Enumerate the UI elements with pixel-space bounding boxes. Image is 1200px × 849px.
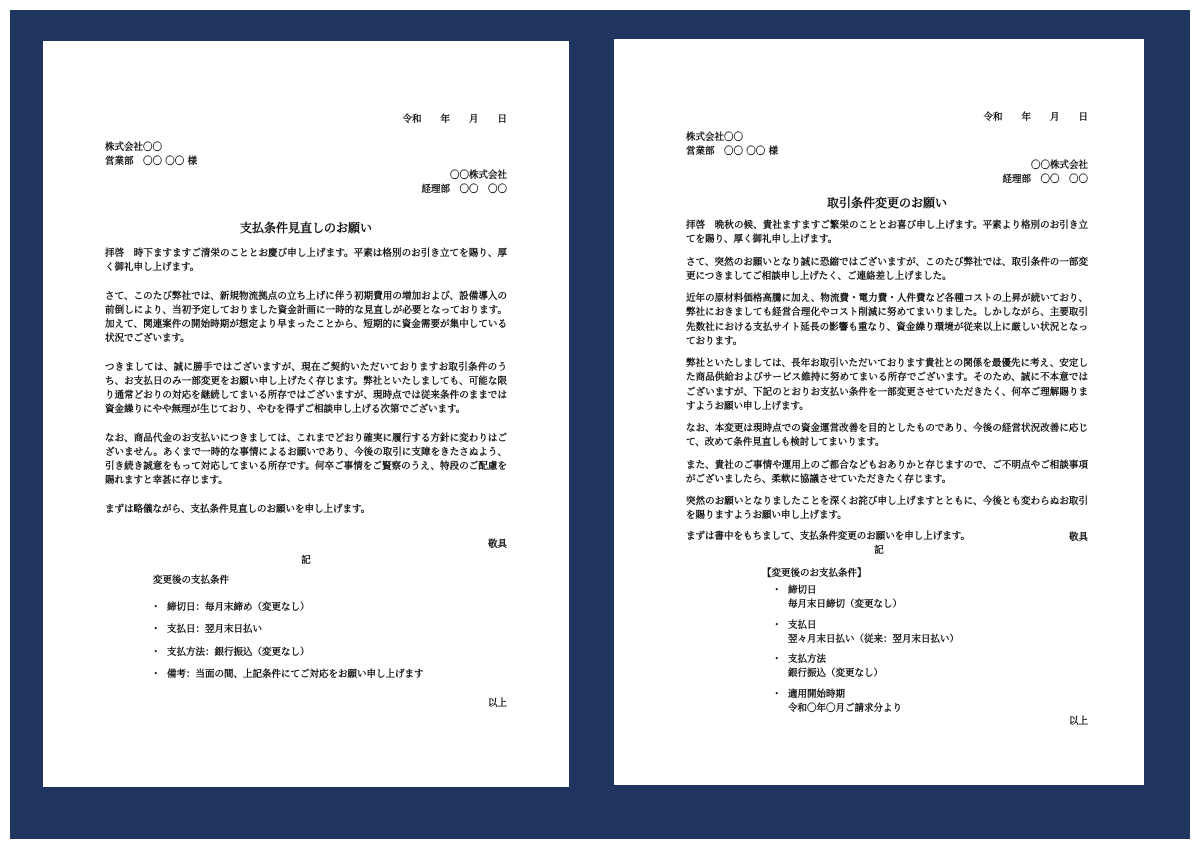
paragraph: まずは書中をもちまして、支払条件変更のお願いを申し上げます。 xyxy=(686,530,971,542)
closing: 敬具 xyxy=(1068,532,1088,543)
paragraph: まずは略儀ながら、支払条件見直しのお願いを申し上げます。 xyxy=(105,503,371,515)
page-title: 取引条件変更のお願い xyxy=(826,196,947,210)
list-item: ・ 支払方法：銀行振込（変更なし） xyxy=(167,646,424,660)
list-item: ・ 支払日：翌月末日払い xyxy=(167,623,424,637)
condition-label: ・ 適用開始時期 xyxy=(788,688,846,700)
list-item xyxy=(788,653,959,682)
paragraph: また、貴社のご事情や運用上のご都合などもおありかと存じますので、ご不明点やご相談事項がございましたら、柔軟に協議させていただきたく存じます。 xyxy=(686,459,1088,485)
paragraph: 拝啓 時下ますますご清栄のこととお慶び申し上げます。平素は格別のお引き立てを賜り、厚く御礼申し上げます。 xyxy=(105,248,507,274)
conditions-heading: 【変更後のお支払条件】 xyxy=(762,568,867,579)
conditions-heading: 変更後の支払条件 xyxy=(153,575,230,586)
document-page-left xyxy=(43,41,569,787)
condition-label: ・ 締切日 xyxy=(788,585,817,596)
condition-label: ・ 支払日 xyxy=(788,619,817,631)
condition-value: 毎月末日締切（変更なし） xyxy=(788,599,903,611)
paragraph: 弊社といたしましては、長年お取引いただいております貴社との関係を最優先に考え、安定した商品供給およびサービス維持に努めてまいる所存でございます。そのため、誠に不本意ではございますが、下記のとおりお支払い条件を一部変更させていただきたく、何卒ご理解賜りますようお願い申し上げます。 xyxy=(686,358,1088,412)
sender-company: 〇〇株式会社 xyxy=(449,170,507,181)
page-title: 支払条件見直しのお願い xyxy=(239,221,372,235)
paragraph: さて、このたび弊社では、新規物流拠点の立ち上げに伴う初期費用の増加および、設備導入の前倒しにより、当初予定しておりました資金計画に一時的な見直しが必要となっております。加えて、関連案件の開始時期が想定より早まったことから、短期的に資金需要が集中している状況でございます。 xyxy=(105,290,507,345)
paragraph: 突然のお願いとなりましたことを深くお詫び申し上げますとともに、今後とも変わらぬお取引を賜りますようお願い申し上げます。 xyxy=(686,496,1088,522)
recipient-company: 株式会社〇〇 xyxy=(105,142,163,153)
paragraph: 拝啓 晩秋の候、貴社ますますご繁栄のこととお喜び申し上げます。平素より格別のお引き立てを賜り、厚く御礼申し上げます。 xyxy=(686,220,1088,246)
list-item xyxy=(788,619,959,648)
paragraph: つきましては、誠に勝手ではございますが、現在ご契約いただいておりますお取引条件のうち、お支払日のみ一部変更をお願い申し上げたく存じます。弊社といたしましても、可能な限り通常どおりの対応を継続してまいる所存ではございますが、現時点では従来条件のままでは資金繰りにやや無理が生じており、やむを得ずご相談申し上げる次第でございます。 xyxy=(105,361,507,416)
recipient-person: 営業部 〇〇 〇〇 様 xyxy=(686,146,779,158)
sender-person: 経理部 〇〇 〇〇 xyxy=(1002,174,1088,186)
list-item xyxy=(788,584,959,613)
ki-heading: 記 xyxy=(301,555,311,566)
end-mark: 以上 xyxy=(1068,716,1088,727)
list-item: ・ 締切日：毎月末締め（変更なし） xyxy=(167,601,424,615)
list-item: ・ 備考：当面の間、上記条件にてご対応をお願い申し上げます xyxy=(167,668,424,682)
conditions-list xyxy=(788,584,959,716)
condition-value: 銀行振込（変更なし） xyxy=(788,668,884,680)
ki-heading: 記 xyxy=(874,545,884,556)
recipient-person: 営業部 〇〇 〇〇 様 xyxy=(105,156,198,168)
paragraph: なお、本変更は現時点での資金運営改善を目的としたものであり、今後の経営状況改善に応じて、改めて条件見直しも検討してまいります。 xyxy=(686,423,1088,449)
condition-value: 令和〇年〇月ご請求分より xyxy=(788,702,903,714)
conditions-list xyxy=(167,601,424,682)
list-item xyxy=(788,688,959,717)
document-page-right xyxy=(614,39,1144,785)
closing: 敬具 xyxy=(487,539,507,550)
paragraph: 近年の原材料価格高騰に加え、物流費・電力費・人件費など各種コストの上昇が続いており、弊社におきましても経営合理化やコスト削減に努めてまいりました。しかしながら、主要取引先数社における支払サイト延長の影響も重なり、資金繰り環境が従来以上に厳しい状況となっております。 xyxy=(686,293,1088,347)
condition-label: ・ 支払方法 xyxy=(788,654,827,665)
sender-person: 経理部 〇〇 〇〇 xyxy=(421,184,507,196)
paragraph: さて、突然のお願いとなり誠に恐縮ではございますが、このたび弊社では、取引条件の一部変更につきましてご相談申し上げたく、ご連絡差し上げました。 xyxy=(686,256,1088,282)
sender-company: 〇〇株式会社 xyxy=(1030,160,1088,171)
paragraph: なお、商品代金のお支払いにつきましては、これまでどおり確実に履行する方針に変わりはございません。あくまで一時的な事情によるお願いであり、今後の取引に支障をきたさぬよう、引き続き誠意をもって対応してまいる所存です。何卒ご事情をご賢察のうえ、特段のご配慮を賜れますと幸甚に存じます。 xyxy=(105,432,507,487)
end-mark: 以上 xyxy=(487,698,507,709)
date: 令和 年 月 日 xyxy=(983,112,1088,123)
date: 令和 年 月 日 xyxy=(402,114,507,125)
condition-value: 翌々月末日払い（従来：翌月末日払い） xyxy=(788,633,960,645)
recipient-company: 株式会社〇〇 xyxy=(686,132,744,143)
